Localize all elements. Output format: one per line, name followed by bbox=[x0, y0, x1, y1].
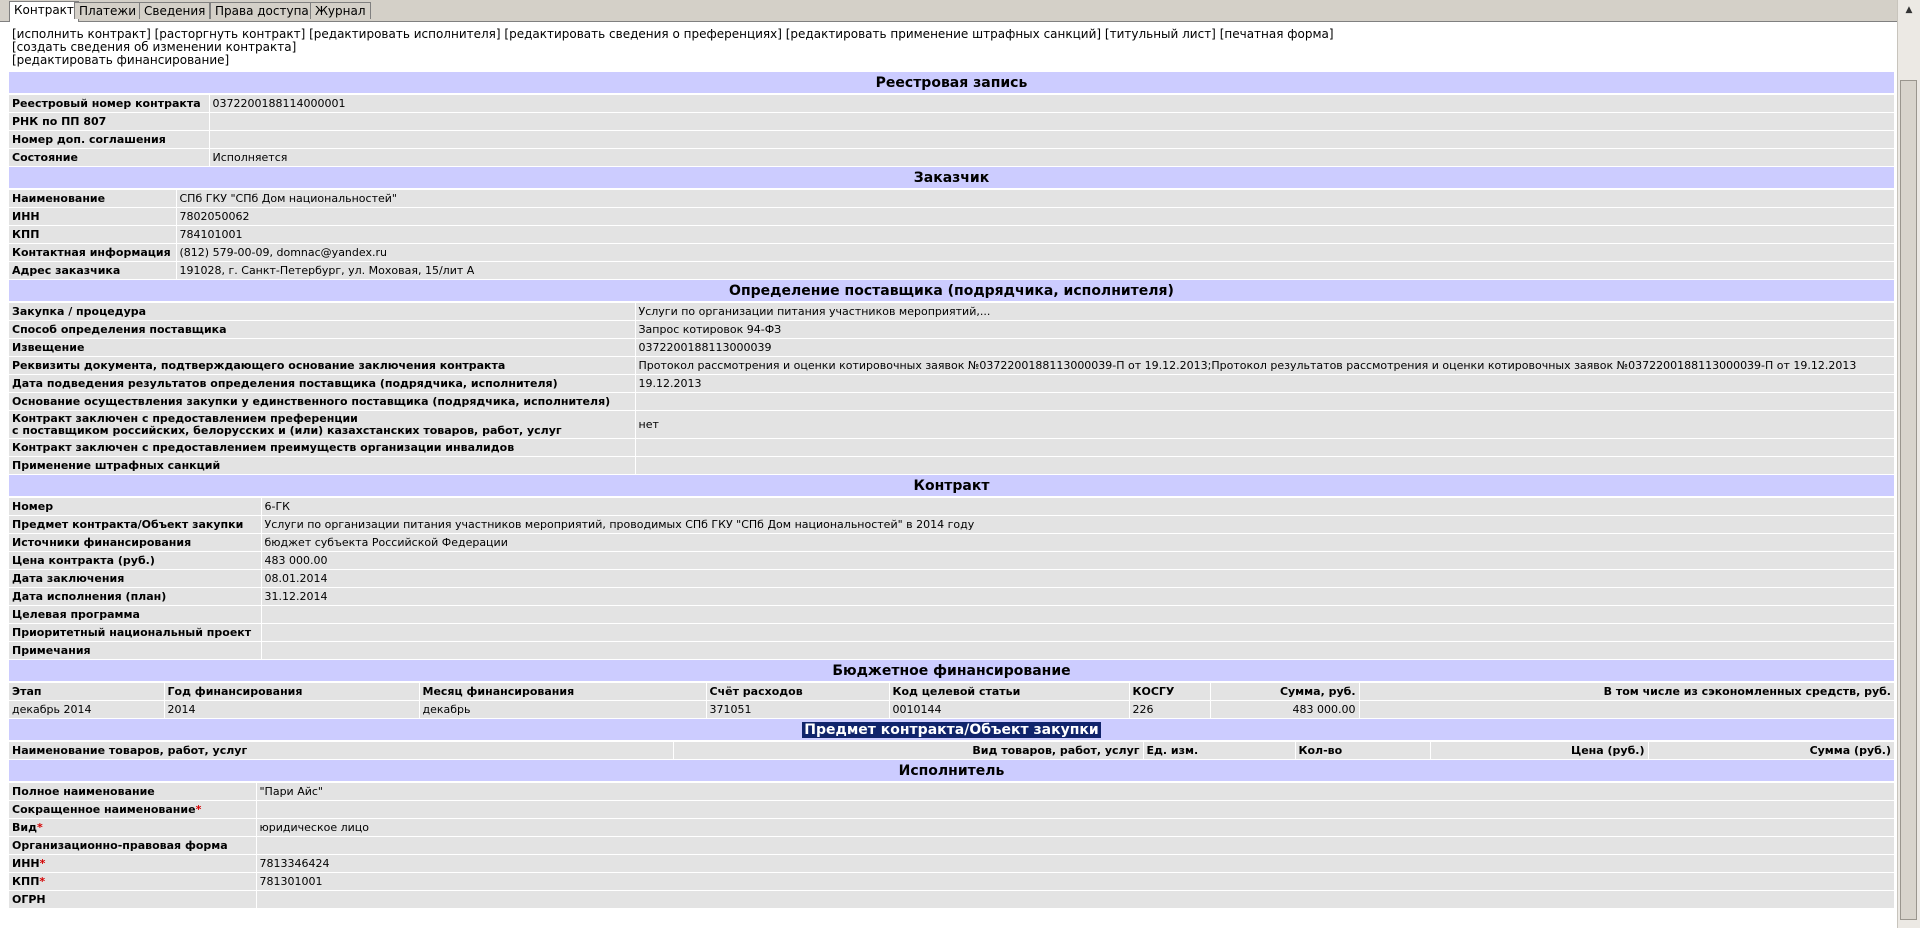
column-header: Этап bbox=[9, 682, 164, 701]
supplier-definition-section bbox=[9, 280, 1895, 475]
field-value bbox=[209, 131, 1895, 149]
preference-value: нет bbox=[635, 411, 1895, 439]
column-header: В том числе из сэкономленных средств, руб. bbox=[1359, 682, 1895, 701]
contract-subject-value: Услуги по организации питания участников мероприятий, проводимых СПб ГКУ "СПб Дом национальностей" в 2014 году bbox=[261, 516, 1895, 534]
table-cell: 2014 bbox=[164, 701, 419, 719]
contract-section bbox=[9, 475, 1895, 660]
field-label: Номер доп. соглашения bbox=[9, 131, 209, 149]
field-label: Реестровый номер контракта bbox=[9, 94, 209, 113]
field-value bbox=[261, 606, 1895, 624]
field-label: Извещение bbox=[9, 339, 635, 357]
field-label: Дата исполнения (план) bbox=[9, 588, 261, 606]
field-label: Применение штрафных санкций bbox=[9, 457, 635, 475]
customer-section bbox=[9, 167, 1895, 280]
result-date-value: 19.12.2013 bbox=[635, 375, 1895, 393]
field-label: Реквизиты документа, подтверждающего основание заключения контракта bbox=[9, 357, 635, 375]
tab-journal[interactable]: Журнал bbox=[310, 2, 371, 19]
page-content bbox=[0, 22, 1897, 928]
field-label: Организационно-правовая форма bbox=[9, 837, 256, 855]
scroll-up-icon[interactable]: ▲ bbox=[1905, 5, 1913, 15]
tab-info[interactable]: Сведения bbox=[139, 2, 210, 19]
required-mark: * bbox=[36, 821, 43, 834]
field-label: Приоритетный национальный проект bbox=[9, 624, 261, 642]
field-label: Номер bbox=[9, 497, 261, 516]
table-cell: 226 bbox=[1129, 701, 1210, 719]
field-value bbox=[209, 113, 1895, 131]
registry-section bbox=[9, 72, 1895, 167]
preference-label bbox=[9, 411, 635, 439]
selected-text: Предмет контракта/Объект закупки bbox=[804, 721, 1099, 738]
subject-section bbox=[9, 719, 1895, 760]
field-label: Предмет контракта/Объект закупки bbox=[9, 516, 261, 534]
ogrn-value bbox=[256, 891, 1895, 909]
column-header: Вид товаров, работ, услуг bbox=[673, 741, 1143, 760]
field-label: Контактная информация bbox=[9, 244, 176, 262]
customer-kpp-value: 784101001 bbox=[176, 226, 1895, 244]
column-header: Сумма (руб.) bbox=[1648, 741, 1895, 760]
field-label: Дата подведения результатов определения поставщика (подрядчика, исполнителя) bbox=[9, 375, 635, 393]
required-mark: * bbox=[39, 857, 46, 870]
field-label: Закупка / процедура bbox=[9, 302, 635, 321]
field-label: КПП bbox=[9, 226, 176, 244]
terminate-contract-link[interactable]: [расторгнуть контракт] bbox=[154, 27, 306, 41]
column-header: Счёт расходов bbox=[706, 682, 889, 701]
legal-form-value bbox=[256, 837, 1895, 855]
field-value bbox=[261, 624, 1895, 642]
table-cell: 371051 bbox=[706, 701, 889, 719]
column-header: Код целевой статьи bbox=[889, 682, 1129, 701]
entity-type-value: юридическое лицо bbox=[256, 819, 1895, 837]
edit-penalties-link[interactable]: [редактировать применение штрафных санкций] bbox=[785, 27, 1102, 41]
contract-details bbox=[9, 72, 1895, 909]
short-name-value bbox=[256, 801, 1895, 819]
field-label: Источники финансирования bbox=[9, 534, 261, 552]
executor-kpp-value: 781301001 bbox=[256, 873, 1895, 891]
funding-source-value: бюджет субъекта Российской Федерации bbox=[261, 534, 1895, 552]
customer-inn-value: 7802050062 bbox=[176, 208, 1895, 226]
section-title: Заказчик bbox=[9, 167, 1895, 189]
table-cell: декабрь bbox=[419, 701, 706, 719]
document-details-value: Протокол рассмотрения и оценки котировочных заявок №0372200188113000039-П от 19.12.2013;Протокол результатов рассмотрения и оценки котировочных заявок №0372200188113000039-П от 19.12.2013 bbox=[635, 357, 1895, 375]
table-cell bbox=[1359, 701, 1895, 719]
field-label: Примечания bbox=[9, 642, 261, 660]
required-mark: * bbox=[39, 875, 46, 888]
tab-bar bbox=[0, 0, 1897, 22]
tab-contract[interactable]: Контракт bbox=[9, 1, 79, 22]
conclusion-date-value: 08.01.2014 bbox=[261, 570, 1895, 588]
method-value: Запрос котировок 94-ФЗ bbox=[635, 321, 1895, 339]
column-header: Месяц финансирования bbox=[419, 682, 706, 701]
executor-inn-value: 7813346424 bbox=[256, 855, 1895, 873]
tab-payments[interactable]: Платежи bbox=[74, 2, 141, 19]
field-value bbox=[635, 439, 1895, 457]
edit-financing-link[interactable]: [редактировать финансирование] bbox=[12, 53, 230, 67]
field-label: ИНН* bbox=[9, 855, 256, 873]
field-label: КПП* bbox=[9, 873, 256, 891]
title-page-link[interactable]: [титульный лист] bbox=[1104, 27, 1216, 41]
column-header: Наименование товаров, работ, услуг bbox=[9, 741, 673, 760]
column-header: Ед. изм. bbox=[1143, 741, 1295, 760]
column-header: Цена (руб.) bbox=[1430, 741, 1648, 760]
field-value bbox=[261, 642, 1895, 660]
field-label: Состояние bbox=[9, 149, 209, 167]
customer-contact-value: (812) 579-00-09, domnac@yandex.ru bbox=[176, 244, 1895, 262]
contract-number-value: 6-ГК bbox=[261, 497, 1895, 516]
field-label: Целевая программа bbox=[9, 606, 261, 624]
customer-name-value: СПб ГКУ "СПб Дом национальностей" bbox=[176, 189, 1895, 208]
tab-access-rights[interactable]: Права доступа bbox=[210, 2, 314, 19]
customer-address-value: 191028, г. Санкт-Петербург, ул. Моховая, 15/лит А bbox=[176, 262, 1895, 280]
field-label: Адрес заказчика bbox=[9, 262, 176, 280]
edit-executor-link[interactable]: [редактировать исполнителя] bbox=[309, 27, 501, 41]
required-mark: * bbox=[195, 803, 202, 816]
field-label: Наименование bbox=[9, 189, 176, 208]
registry-number-value: 0372200188114000001 bbox=[209, 94, 1895, 113]
print-form-link[interactable]: [печатная форма] bbox=[1219, 27, 1334, 41]
field-value bbox=[635, 457, 1895, 475]
field-label: Основание осуществления закупки у единственного поставщика (подрядчика, исполнителя) bbox=[9, 393, 635, 411]
execute-contract-link[interactable]: [исполнить контракт] bbox=[12, 27, 151, 41]
field-label: Способ определения поставщика bbox=[9, 321, 635, 339]
field-value bbox=[635, 393, 1895, 411]
field-label: Контракт заключен с предоставлением преимуществ организации инвалидов bbox=[9, 439, 635, 457]
field-label: Полное наименование bbox=[9, 782, 256, 801]
section-title: Реестровая запись bbox=[9, 72, 1895, 94]
section-title: Определение поставщика (подрядчика, исполнителя) bbox=[9, 280, 1895, 302]
action-links bbox=[12, 28, 1882, 67]
table-cell: декабрь 2014 bbox=[9, 701, 164, 719]
field-label: Дата заключения bbox=[9, 570, 261, 588]
execution-date-value: 31.12.2014 bbox=[261, 588, 1895, 606]
field-label: РНК по ПП 807 bbox=[9, 113, 209, 131]
field-label: ИНН bbox=[9, 208, 176, 226]
status-value: Исполняется bbox=[209, 149, 1895, 167]
column-header: Год финансирования bbox=[164, 682, 419, 701]
column-header: Сумма, руб. bbox=[1210, 682, 1359, 701]
vertical-scrollbar[interactable] bbox=[1897, 0, 1920, 928]
full-name-value: "Пари Айс" bbox=[256, 782, 1895, 801]
field-label: Цена контракта (руб.) bbox=[9, 552, 261, 570]
preference-label-line-2: с поставщиком российских, белорусских и (или) казахстанских товаров, работ, услуг bbox=[12, 423, 562, 437]
section-title bbox=[9, 719, 1895, 741]
section-title: Исполнитель bbox=[9, 760, 1895, 782]
field-label: Вид* bbox=[9, 819, 256, 837]
field-label: ОГРН bbox=[9, 891, 256, 909]
table-row bbox=[9, 701, 1895, 719]
notice-value: 0372200188113000039 bbox=[635, 339, 1895, 357]
column-header: Кол-во bbox=[1295, 741, 1430, 760]
contract-price-value: 483 000.00 bbox=[261, 552, 1895, 570]
procedure-value: Услуги по организации питания участников мероприятий,... bbox=[635, 302, 1895, 321]
preference-label-line-1: Контракт заключен с предоставлением преференции bbox=[12, 411, 358, 425]
scrollbar-thumb[interactable] bbox=[1900, 80, 1917, 920]
section-title: Бюджетное финансирование bbox=[9, 660, 1895, 682]
section-title: Контракт bbox=[9, 475, 1895, 497]
create-change-info-link[interactable]: [создать сведения об изменении контракта] bbox=[12, 40, 297, 54]
budget-section bbox=[9, 660, 1895, 719]
table-cell: 0010144 bbox=[889, 701, 1129, 719]
table-cell: 483 000.00 bbox=[1210, 701, 1359, 719]
executor-section bbox=[9, 760, 1895, 909]
edit-preferences-link[interactable]: [редактировать сведения о преференциях] bbox=[504, 27, 782, 41]
field-label: Сокращенное наименование* bbox=[9, 801, 256, 819]
column-header: КОСГУ bbox=[1129, 682, 1210, 701]
